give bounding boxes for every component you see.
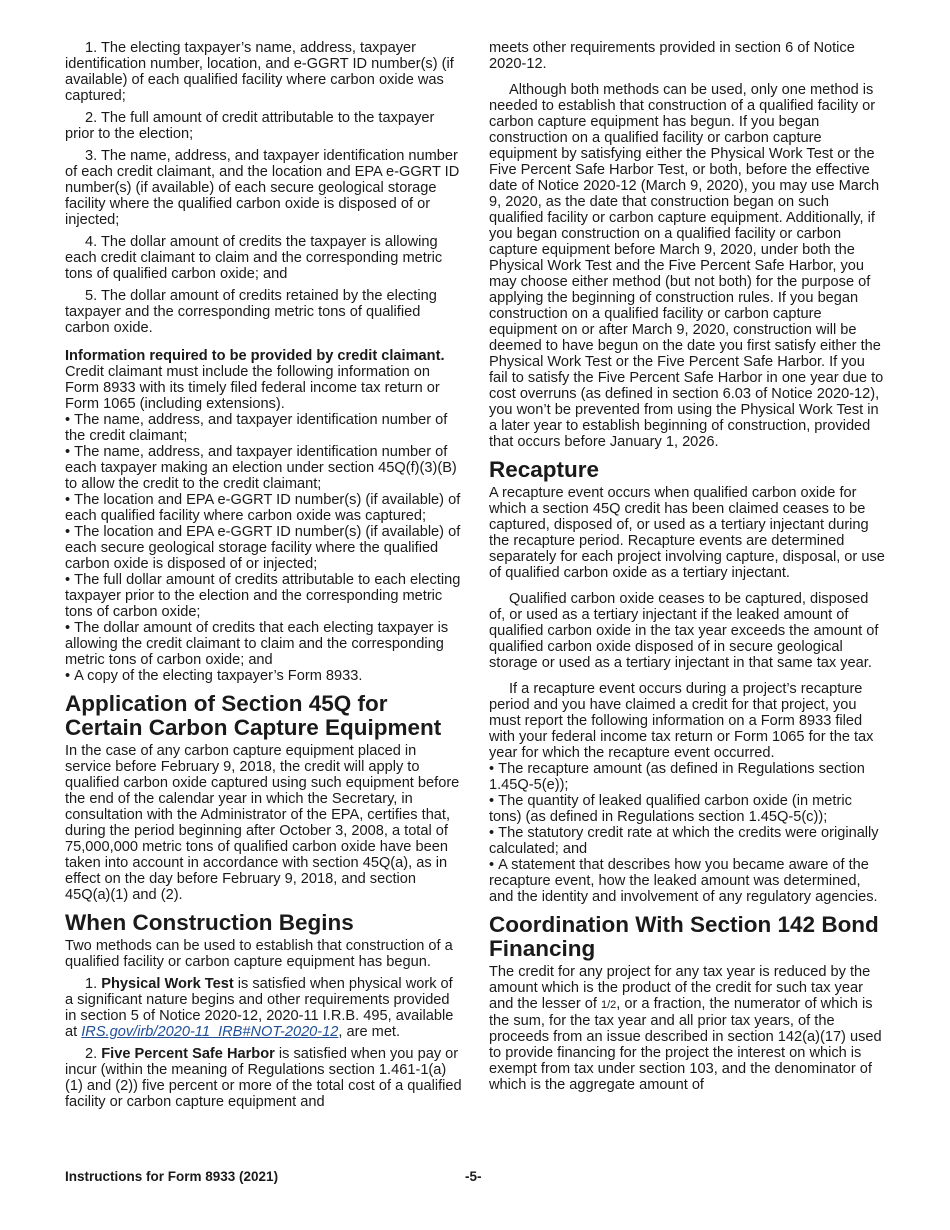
election-item-5: 5. The dollar amount of credits retained by the electing taxpayer and the corresponding metric tons of qualified carbon oxide. [65, 288, 437, 336]
physical-work-test-paragraph [65, 976, 462, 1040]
info-bullet: • The full dollar amount of credits attributable to each electing taxpayer prior to the election and the corresponding metric tons of carbon oxide; [65, 572, 462, 620]
coordination-text [489, 964, 886, 1093]
safe-harbor-paragraph [65, 1046, 462, 1110]
coordination-heading: Coordination With Section 142 Bond Financing [489, 912, 879, 961]
election-item-3: 3. The name, address, and taxpayer identification number of each credit claimant, and the location and EPA e-GGRT ID number(s) (if available) of each secure geological storage facility where the qualified carbon oxide is disposed of or injected; [65, 148, 460, 228]
recapture-bullet: • A statement that describes how you became aware of the recapture event, how the leaked amount was determined, and the identity and involvement of any regulatory agencies. [489, 857, 886, 905]
footer-title: Instructions for Form 8933 (2021) [65, 1169, 279, 1184]
recapture-heading: Recapture [489, 457, 600, 482]
coordination-text-end: , or a fraction, the numerator of which is the sum, for the tax year and all prior tax years, of the proceeds from an issue described in section 142(a)(17) used to provide financing for the project the interest on which is exempt from tax under section 103, and the denominator of which is the aggregate amount of [489, 996, 882, 1093]
right-column [489, 40, 886, 1099]
coordination-text-start: The credit for any project for any tax year is reduced by the amount which is the product of the credit for such tax year and the lesser of [489, 964, 871, 1012]
info-bullet: • The location and EPA e-GGRT ID number(s) (if available) of each qualified facility where carbon oxide was captured; [65, 492, 462, 524]
left-column [65, 40, 462, 1116]
application-heading: Application of Section 45Q for Certain Carbon Capture Equipment [65, 691, 442, 740]
recapture-text-2: Qualified carbon oxide ceases to be captured, disposed of, or used as a tertiary injectant if the leaked amount of qualified carbon oxide in the tax year exceeds the amount of qualified carbon oxide disposed of in secure geological storage or used as a tertiary injectant in that same tax year. [489, 591, 879, 671]
info-heading: Information required to be provided by credit claimant. [65, 348, 445, 364]
physical-work-test-title: Physical Work Test [101, 976, 234, 992]
fraction-half: 1/2 [600, 999, 617, 1011]
info-bullet: • The dollar amount of credits that each electing taxpayer is allowing the credit claimant to claim and the corresponding metric tons of carbon oxide; and [65, 620, 462, 668]
page-number: -5- [465, 1169, 482, 1184]
election-item-1: 1. The electing taxpayer’s name, address, taxpayer identification number, location, and e-GGRT ID number(s) (if available) of each qualified facility where carbon oxide was captured; [65, 40, 454, 104]
info-bullet: • The location and EPA e-GGRT ID number(s) (if available) of each secure geological storage facility where the qualified carbon oxide is disposed of or injected; [65, 524, 462, 572]
info-bullet: • A copy of the electing taxpayer’s Form 8933. [65, 668, 462, 684]
physical-work-test-end: , are met. [338, 1024, 401, 1040]
method-number: 2. [85, 1046, 98, 1062]
both-methods-text: Although both methods can be used, only one method is needed to establish that construction of a qualified facility or carbon capture equipment has begun. If you began construction on a qualified facility or carbon capture equipment by satisfying either the Physical Work Test or the Five Percent Safe Harbor Test, or both, before the effective date of Notice 2020-12 (March 9, 2020), you may use March 9, 2020, as the date that construction began on such qualified facility or carbon capture equipment. Additionally, if you began construction on a qualified facility or carbon capture equipment before March 9, 2020, under both the Physical Work Test and the Five Percent Safe Harbor, you may choose either method (but not both) for the purpose of applying the beginning of construction rules. If you began construction on a qualified facility or carbon capture equipment on or after March 9, 2020, construction will be deemed to have begun on the date you first satisfy either the Physical Work Test or the Five Percent Safe Harbor. If you fail to satisfy the Five Percent Safe Harbor in one year due to cost overruns (as defined in section 6.03 of Notice 2020-12), you won’t be prevented from using the Physical Work Test in a later year to establish beginning of construction, provided that occurs before January 1, 2026. [489, 82, 884, 450]
recapture-bullet: • The quantity of leaked qualified carbon oxide (in metric tons) (as defined in Regulations section 1.45Q-5(c)); [489, 793, 886, 825]
notice-link[interactable]: IRS.gov/irb/2020-11_IRB#NOT-2020-12 [81, 1024, 339, 1040]
recapture-text-3: If a recapture event occurs during a project’s recapture period and you have claimed a credit for that project, you must report the following information on a Form 8933 filed with your federal income tax return or Form 1065 for the tax year for which the recapture event occurred. [489, 681, 874, 761]
info-bullet: • The name, address, and taxpayer identification number of the credit claimant; [65, 412, 462, 444]
safe-harbor-title: Five Percent Safe Harbor [101, 1046, 275, 1062]
method-number: 1. [85, 976, 98, 992]
election-item-2: 2. The full amount of credit attributable to the taxpayer prior to the election; [65, 110, 435, 142]
info-text: Credit claimant must include the following information on Form 8933 with its timely filed federal income tax return or Form 1065 (including extensions). [65, 364, 440, 412]
construction-heading: When Construction Begins [65, 910, 354, 935]
recapture-bullet: • The statutory credit rate at which the credits were originally calculated; and [489, 825, 886, 857]
continued-text: meets other requirements provided in section 6 of Notice 2020-12. [489, 40, 855, 72]
election-item-4: 4. The dollar amount of credits the taxpayer is allowing each credit claimant to claim and the corresponding metric tons of qualified carbon oxide; and [65, 234, 443, 282]
page-footer [65, 1169, 886, 1184]
construction-intro: Two methods can be used to establish that construction of a qualified facility or carbon capture equipment has begun. [65, 938, 453, 970]
info-paragraph [65, 348, 462, 412]
recapture-bullet: • The recapture amount (as defined in Regulations section 1.45Q-5(e)); [489, 761, 886, 793]
physical-work-test-text: is satisfied when physical work of a significant nature begins and other requirements provided in section 5 of Notice 2020-12, 2020-11 I.R.B. 495, available at [65, 976, 454, 1040]
application-text: In the case of any carbon capture equipment placed in service before February 9, 2018, the credit will apply to qualified carbon oxide captured using such equipment before the end of the calendar year in which the Secretary, in consultation with the Administrator of the EPA, certifies that, during the period beginning after October 3, 2008, a total of 75,000,000 metric tons of qualified carbon oxide have been taken into account in accordance with section 45Q(a), as in effect on the day before February 9, 2018, and section 45Q(a)(1) and (2). [65, 743, 460, 903]
info-bullet: • The name, address, and taxpayer identification number of each taxpayer making an election under section 45Q(f)(3)(B) to allow the credit to the credit claimant; [65, 444, 462, 492]
recapture-text-1: A recapture event occurs when qualified carbon oxide for which a section 45Q credit has been claimed ceases to be captured, disposed of, or used as a tertiary injectant during the recapture period. Recapture events are determined separately for each project involving capture, disposal, or use of qualified carbon oxide as a tertiary injectant. [489, 485, 885, 581]
safe-harbor-text: is satisfied when you pay or incur (within the meaning of Regulations section 1.461-1(a)(1) and (2)) five percent or more of the total cost of a qualified facility or carbon capture equipment and [65, 1046, 462, 1110]
